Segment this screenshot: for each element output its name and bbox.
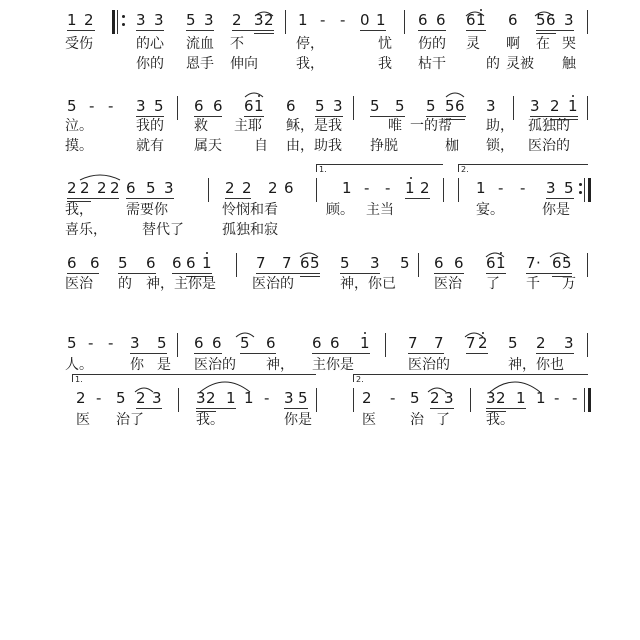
lyric: 我的 bbox=[136, 118, 164, 134]
notes-row-6 bbox=[0, 390, 640, 406]
lyric: 医治的 bbox=[408, 357, 450, 373]
note: - bbox=[364, 179, 370, 197]
note: 6 bbox=[436, 11, 446, 29]
note: 1 bbox=[476, 11, 486, 29]
note: 6 bbox=[286, 97, 296, 115]
note: 3 bbox=[196, 389, 206, 407]
note: 7 bbox=[434, 334, 444, 352]
lyric: 医治的 bbox=[194, 357, 236, 373]
note: 6 bbox=[300, 254, 310, 272]
note: 5 bbox=[536, 11, 546, 29]
note: 6 bbox=[330, 334, 340, 352]
lyric: 需要你 bbox=[126, 202, 168, 218]
lyric: 主当 bbox=[366, 202, 394, 218]
note: - bbox=[108, 334, 114, 352]
note: - bbox=[108, 97, 114, 115]
note: 1 bbox=[376, 11, 386, 29]
note: - bbox=[89, 97, 95, 115]
note: 2 bbox=[225, 179, 235, 197]
lyric: 摸。 bbox=[65, 138, 93, 154]
note: 2 bbox=[264, 11, 274, 29]
note: 5 bbox=[445, 97, 455, 115]
lyric: 千 bbox=[526, 276, 540, 292]
note: 6 bbox=[312, 334, 322, 352]
notes-row-3 bbox=[0, 180, 640, 196]
note: 1 bbox=[298, 11, 308, 29]
note: 5 bbox=[400, 254, 410, 272]
note: 1 bbox=[202, 254, 212, 272]
note: 5 bbox=[310, 254, 320, 272]
lyric: 是 bbox=[157, 357, 171, 373]
lyric: 怜悯和看 bbox=[222, 202, 278, 218]
note: · bbox=[536, 254, 541, 272]
lyric: 灵被 bbox=[506, 56, 534, 72]
note: - bbox=[385, 179, 391, 197]
lyric: 自 bbox=[254, 138, 268, 154]
note: 1 bbox=[496, 254, 506, 272]
note: 6 bbox=[212, 334, 222, 352]
note: 3 bbox=[204, 11, 214, 29]
lyric: 停， bbox=[296, 36, 324, 52]
note: 2 bbox=[80, 179, 90, 197]
note: 3 bbox=[564, 334, 574, 352]
note: 2 bbox=[550, 97, 560, 115]
note: 1 bbox=[516, 389, 526, 407]
lyric: 的 bbox=[486, 56, 500, 72]
lyrics-row-5a bbox=[0, 357, 640, 373]
note: 3 bbox=[136, 11, 146, 29]
lyric: 万 bbox=[562, 276, 576, 292]
note: - bbox=[340, 11, 346, 29]
lyric: 主耶 bbox=[234, 118, 262, 134]
note: 2 bbox=[536, 334, 546, 352]
note: 2 bbox=[430, 389, 440, 407]
note: 3 bbox=[136, 97, 146, 115]
note: 5 bbox=[370, 97, 380, 115]
lyric: 我， bbox=[65, 202, 93, 218]
note: 2 bbox=[110, 179, 120, 197]
note: 6 bbox=[172, 254, 182, 272]
note: 3 bbox=[444, 389, 454, 407]
note: 5 bbox=[146, 179, 156, 197]
note: 3 bbox=[284, 389, 294, 407]
note: 1 bbox=[342, 179, 352, 197]
note: - bbox=[554, 389, 560, 407]
lyric: 挣脱 bbox=[370, 138, 398, 154]
note: 6 bbox=[244, 97, 254, 115]
lyric: 医 bbox=[362, 412, 376, 428]
note: 6 bbox=[67, 254, 77, 272]
lyric: 就有 bbox=[136, 138, 164, 154]
note: 1 bbox=[360, 334, 370, 352]
note: 5 bbox=[118, 254, 128, 272]
lyric: 的 bbox=[118, 276, 132, 292]
note: 5 bbox=[154, 97, 164, 115]
lyric: 我 bbox=[378, 56, 392, 72]
lyric: 救 bbox=[194, 118, 208, 134]
volta-1-label: 1. bbox=[75, 375, 83, 384]
note: 6 bbox=[486, 254, 496, 272]
note: 3 bbox=[152, 389, 162, 407]
lyric: 受伤 bbox=[65, 36, 93, 52]
lyrics-row-2b bbox=[0, 138, 640, 154]
note: 2 bbox=[478, 334, 488, 352]
lyric: 哭 bbox=[562, 36, 576, 52]
lyric: 你是 bbox=[284, 412, 312, 428]
note: 1 bbox=[254, 97, 264, 115]
note: 6 bbox=[455, 97, 465, 115]
note: 1 bbox=[67, 11, 77, 29]
note: 3 bbox=[254, 11, 264, 29]
lyric: 孤独和寂 bbox=[222, 222, 278, 238]
note: 3 bbox=[546, 179, 556, 197]
note: 2 bbox=[268, 179, 278, 197]
lyrics-row-2a bbox=[0, 118, 640, 134]
lyrics-row-1b bbox=[0, 56, 640, 72]
note: 3 bbox=[333, 97, 343, 115]
notes-row-2 bbox=[0, 98, 640, 114]
note: 6 bbox=[194, 97, 204, 115]
volta-2-label: 2. bbox=[356, 375, 364, 384]
note: - bbox=[498, 179, 504, 197]
lyric: 泣。 bbox=[65, 118, 93, 134]
note: 3 bbox=[130, 334, 140, 352]
note: 7 bbox=[282, 254, 292, 272]
note: 6 bbox=[194, 334, 204, 352]
note: 3 bbox=[370, 254, 380, 272]
note: - bbox=[390, 389, 396, 407]
note: 2 bbox=[232, 11, 242, 29]
note: 2 bbox=[420, 179, 430, 197]
note: 6 bbox=[213, 97, 223, 115]
note: 5 bbox=[67, 97, 77, 115]
lyric: 稣，是我 bbox=[286, 118, 342, 134]
lyric: 治 bbox=[410, 412, 424, 428]
lyric: 了 bbox=[486, 276, 500, 292]
lyric: 伸向 bbox=[230, 56, 258, 72]
notes-row-5 bbox=[0, 335, 640, 351]
note: 5 bbox=[186, 11, 196, 29]
note: 2 bbox=[97, 179, 107, 197]
lyric: 我， bbox=[296, 56, 324, 72]
lyric: 神，主你是 bbox=[146, 276, 216, 292]
lyric: 你是 bbox=[542, 202, 570, 218]
note: 1 bbox=[226, 389, 236, 407]
note: 6 bbox=[546, 11, 556, 29]
lyric: 我。 bbox=[196, 412, 224, 428]
lyric: 唯 bbox=[388, 118, 402, 134]
note: - bbox=[520, 179, 526, 197]
note: 1 bbox=[536, 389, 546, 407]
note: 1 bbox=[568, 97, 578, 115]
note: 6 bbox=[284, 179, 294, 197]
note: 6 bbox=[266, 334, 276, 352]
lyric: 人。 bbox=[65, 357, 93, 373]
lyric: 的心 bbox=[136, 36, 164, 52]
lyric: 忧 bbox=[378, 36, 392, 52]
lyric: 医 bbox=[76, 412, 90, 428]
lyric: 枯干 bbox=[418, 56, 446, 72]
lyric: 你 bbox=[130, 357, 144, 373]
note: 5 bbox=[395, 97, 405, 115]
note: - bbox=[264, 389, 270, 407]
lyrics-row-6a bbox=[0, 412, 640, 428]
lyrics-row-4a bbox=[0, 276, 640, 292]
note: 3 bbox=[154, 11, 164, 29]
lyric: 治了 bbox=[116, 412, 144, 428]
lyric: 你的 bbox=[136, 56, 164, 72]
note: 7 bbox=[466, 334, 476, 352]
note: 5 bbox=[564, 179, 574, 197]
volta-1-label: 1. bbox=[319, 165, 327, 174]
note: 1 bbox=[476, 179, 486, 197]
note: 5 bbox=[562, 254, 572, 272]
note: 6 bbox=[454, 254, 464, 272]
lyric: 医治 bbox=[65, 276, 93, 292]
lyric: 医治的 bbox=[252, 276, 294, 292]
note: 5 bbox=[508, 334, 518, 352]
note: 2 bbox=[76, 389, 86, 407]
lyric: 不 bbox=[230, 36, 244, 52]
lyric: 了 bbox=[436, 412, 450, 428]
lyric: 伤的 bbox=[418, 36, 446, 52]
note: - bbox=[96, 389, 102, 407]
note: 6 bbox=[90, 254, 100, 272]
lyric: 喜乐， bbox=[65, 222, 107, 238]
lyric: 锁， bbox=[486, 138, 514, 154]
lyric: 枷 bbox=[445, 138, 459, 154]
lyrics-row-3a bbox=[0, 202, 640, 218]
lyric: 宴。 bbox=[476, 202, 504, 218]
note: 6 bbox=[434, 254, 444, 272]
note: 6 bbox=[466, 11, 476, 29]
note: - bbox=[88, 334, 94, 352]
lyric: 由，助我 bbox=[286, 138, 342, 154]
note: 5 bbox=[116, 389, 126, 407]
lyric: 流血 bbox=[186, 36, 214, 52]
lyric: 啊 bbox=[506, 36, 520, 52]
lyric: 孤独的 bbox=[528, 118, 570, 134]
volta-2-label: 2. bbox=[461, 165, 469, 174]
lyric: 医治 bbox=[434, 276, 462, 292]
note: 3 bbox=[564, 11, 574, 29]
note: 5 bbox=[340, 254, 350, 272]
lyric: 一的帮 bbox=[410, 118, 452, 134]
note: 6 bbox=[418, 11, 428, 29]
note: 6 bbox=[552, 254, 562, 272]
lyric: 恩手 bbox=[186, 56, 214, 72]
note: 5 bbox=[67, 334, 77, 352]
note: 7 bbox=[526, 254, 536, 272]
note: 2 bbox=[206, 389, 216, 407]
lyrics-row-3b bbox=[0, 222, 640, 238]
note: 5 bbox=[240, 334, 250, 352]
note: 2 bbox=[84, 11, 94, 29]
note: - bbox=[320, 11, 326, 29]
lyric: 主你是 bbox=[312, 357, 354, 373]
note: 3 bbox=[164, 179, 174, 197]
note: 2 bbox=[242, 179, 252, 197]
note: 2 bbox=[496, 389, 506, 407]
note: 2 bbox=[362, 389, 372, 407]
lyrics-row-1a bbox=[0, 36, 640, 52]
note: 6 bbox=[508, 11, 518, 29]
lyric: 触 bbox=[562, 56, 576, 72]
lyric: 神， bbox=[266, 357, 294, 373]
lyric: 助， bbox=[486, 118, 514, 134]
note: 6 bbox=[146, 254, 156, 272]
lyric: 我。 bbox=[486, 412, 514, 428]
note: 1 bbox=[405, 179, 415, 197]
note: 7 bbox=[256, 254, 266, 272]
lyric: 顾。 bbox=[326, 202, 354, 218]
note: 5 bbox=[315, 97, 325, 115]
note: 3 bbox=[486, 389, 496, 407]
note: 0 bbox=[360, 11, 370, 29]
note: 5 bbox=[410, 389, 420, 407]
notes-row-1 bbox=[0, 12, 640, 28]
note: 6 bbox=[186, 254, 196, 272]
note: 6 bbox=[126, 179, 136, 197]
lyric: 在 bbox=[536, 36, 550, 52]
note: 3 bbox=[530, 97, 540, 115]
lyric: 医治的 bbox=[528, 138, 570, 154]
note: 2 bbox=[67, 179, 77, 197]
lyric: 神，你已 bbox=[340, 276, 396, 292]
lyric: 神，你也 bbox=[508, 357, 564, 373]
note: - bbox=[572, 389, 578, 407]
note: 5 bbox=[426, 97, 436, 115]
lyric: 替代了 bbox=[142, 222, 184, 238]
note: 2 bbox=[136, 389, 146, 407]
note: 7 bbox=[408, 334, 418, 352]
note: 3 bbox=[486, 97, 496, 115]
note: 1 bbox=[244, 389, 254, 407]
note: 5 bbox=[157, 334, 167, 352]
lyric: 属天 bbox=[194, 138, 222, 154]
note: 5 bbox=[298, 389, 308, 407]
lyric: 灵 bbox=[466, 36, 480, 52]
notes-row-4 bbox=[0, 255, 640, 271]
